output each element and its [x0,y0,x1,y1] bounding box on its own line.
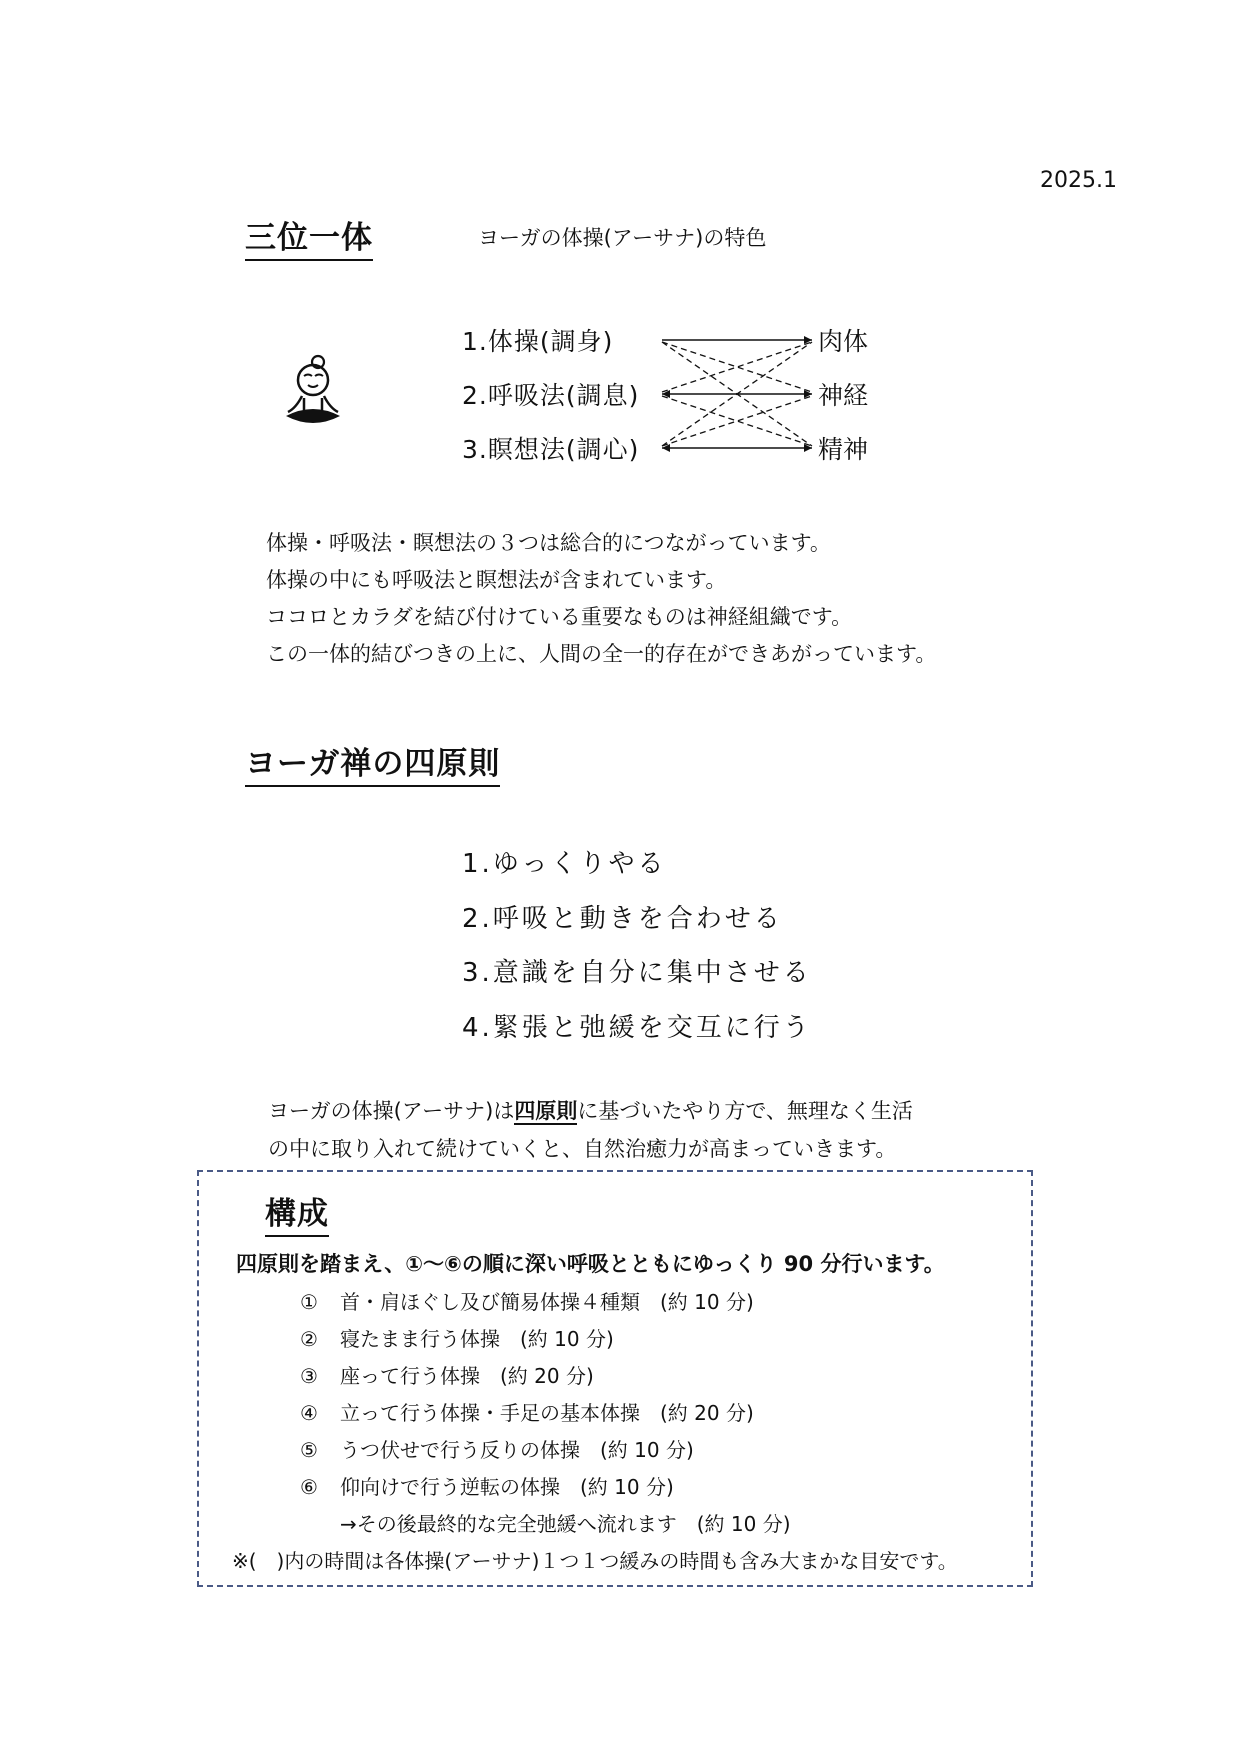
date: 2025.1 [1040,168,1117,193]
paragraph-text: に基づいたやり方で、無理なく生活 [577,1099,913,1123]
section-heading-four-principles: ヨーガ禅の四原則 [245,738,500,787]
item-number: ③ [300,1364,318,1388]
composition-note: ※( )内の時間は各体操(アーサナ)１つ１つ緩みの時間も含み大まかな目安です。 [232,1549,958,1573]
principle-3: 3.意識を自分に集中させる [462,958,812,988]
triad-target-2: 神経 [818,381,869,410]
section-subtitle: ヨーガの体操(アーサナ)の特色 [478,226,767,250]
paragraph-line: 体操の中にも呼吸法と瞑想法が含まれています。 [266,568,727,592]
section-heading-composition: 構成 [265,1188,329,1237]
section2-paragraph [268,1092,913,1168]
paragraph-line [268,1092,913,1130]
triad-item-2: 2.呼吸法(調息) [462,381,640,410]
composition-item [300,1471,674,1500]
triad-item-1: 1.体操(調身) [462,327,614,356]
composition-lead: 四原則を踏まえ、①～⑥の順に深い呼吸とともにゆっくり 90 分行います。 [236,1252,945,1276]
principle-2: 2.呼吸と動きを合わせる [462,904,783,934]
paragraph-line: この一体的結びつきの上に、人間の全一的存在ができあがっています。 [266,642,937,666]
principle-1: 1.ゆっくりやる [462,849,667,879]
item-number: ① [300,1290,318,1314]
item-text: 立って行う体操・手足の基本体操 (約 20 分) [340,1401,754,1425]
paragraph-text: ヨーガの体操(アーサナ)は [268,1099,515,1123]
item-text: 首・肩ほぐし及び簡易体操４種類 (約 10 分) [340,1290,754,1314]
item-number: ④ [300,1401,318,1425]
item-text: 仰向けで行う逆転の体操 (約 10 分) [340,1475,674,1499]
item-text: うつ伏せで行う反りの体操 (約 10 分) [340,1438,694,1462]
item-number: ⑤ [300,1438,318,1462]
composition-item [300,1323,614,1352]
composition-item [300,1286,754,1315]
item-text: 寝たまま行う体操 (約 10 分) [340,1327,614,1351]
item-number: ⑥ [300,1475,318,1499]
composition-item [300,1397,754,1426]
triad-target-1: 肉体 [818,327,869,356]
composition-after: →その後最終的な完全弛緩へ流れます (約 10 分) [340,1512,791,1536]
triad-item-3: 3.瞑想法(調心) [462,435,640,464]
paragraph-line: の中に取り入れて続けていくと、自然治癒力が高まっていきます。 [268,1137,897,1161]
composition-item [300,1360,594,1389]
paragraph-line: 体操・呼吸法・瞑想法の３つは総合的につながっています。 [266,531,831,555]
section-heading-sanmi-ittai: 三位一体 [245,212,373,261]
emphasis-four-principles: 四原則 [514,1099,578,1123]
paragraph-line: ココロとカラダを結び付けている重要なものは神経組織です。 [266,605,853,629]
item-text: 座って行う体操 (約 20 分) [340,1364,594,1388]
section1-paragraph [266,525,936,673]
principle-4: 4.緊張と弛緩を交互に行う [462,1013,812,1043]
item-number: ② [300,1327,318,1351]
composition-item [300,1434,694,1463]
triad-target-3: 精神 [818,435,869,464]
